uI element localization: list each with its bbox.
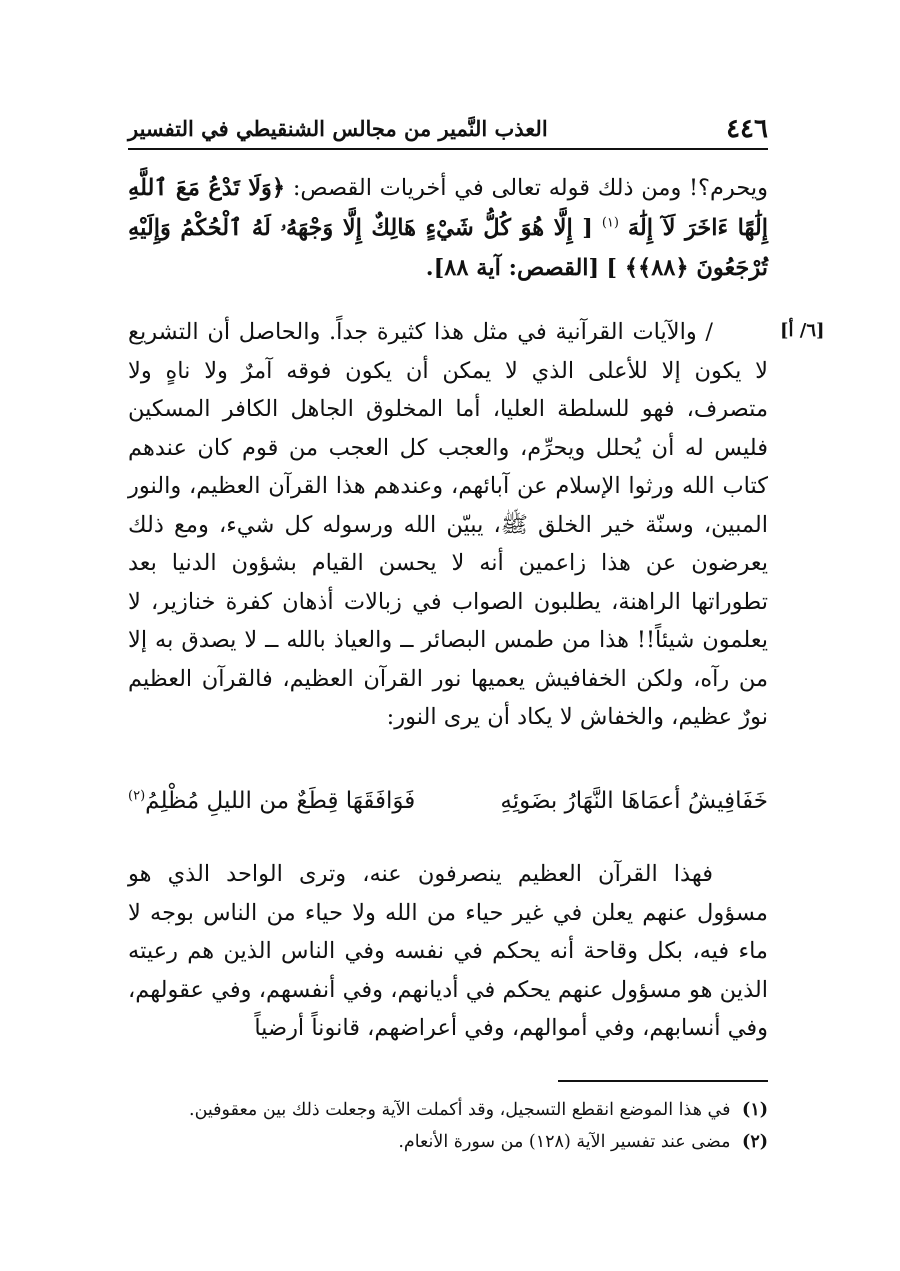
footnote-ref-1: (١) (601, 215, 619, 231)
page-number: ٤٤٦ (726, 114, 768, 144)
footnote-separator (558, 1080, 768, 1082)
running-title: العذب النَّمير من مجالس الشنقيطي في التفسير (128, 116, 548, 141)
poem-hemistich-second (128, 788, 415, 814)
footnote-item (128, 1126, 768, 1158)
footnote-ref-2: (٢) (128, 788, 146, 804)
quran-lead-text: ويحرم؟! ومن ذلك قوله تعالى في أخريات القصص: (292, 175, 768, 201)
margin-page-marker: [٦/ أ] (780, 320, 825, 341)
page-header (128, 110, 768, 150)
quran-paragraph (128, 168, 768, 288)
last-paragraph: فهذا القرآن العظيم ينصرفون عنه، وترى الواحد الذي هو مسؤول عنهم يعلن في غير حياء من الله ولا حياء من الناس بوجه لا ماء فيه، بكل وقاحة أنه يحكم في نفسه وفي الناس الذين هم رعيته الذين هو مسؤول عنهم يحكم في أديانهم، وفي أنفسهم، وفي عقولهم، وفي أنسابهم، وفي أموالهم، وفي أعراضهم، قانوناً أرضياً (128, 861, 768, 1041)
main-paragraph: / والآيات القرآنية في مثل هذا كثيرة جداً. والحاصل أن التشريع لا يكون إلا للأعلى الذي لا يمكن أن يكون فوقه آمرٌ ولا ناهٍ ولا متصرف، فهو للسلطة العليا، أما المخلوق الجاهل الكافر المسكين فليس له أن يُحلل ويحرِّم، والعجب كل العجب من قوم كان عندهم كتاب الله ورثوا الإسلام عن آبائهم، وعندهم هذا القرآن العظيم، والنور المبين، وسنّة خير الخلق ﷺ، يبيّن الله ورسوله كل شيء، ومع ذلك يعرضون عن هذا زاعمين أنه لا يحسن القيام بشؤون الدنيا بعد تطوراتها الراهنة، يطلبون الصواب في زبالات أذهان كفرة خنازير، لا يعلمون شيئاً!! هذا من طمس البصائر ــ والعياذ بالله ــ لا يصدق به إلا من رآه، ولكن الخفافيش يعميها نور القرآن العظيم، فالقرآن العظيم نورٌ عظيم، والخفاش لا يكاد أن يرى النور: (128, 319, 768, 730)
footnote-number: (١) (742, 1100, 768, 1120)
footnote-text: مضى عند تفسير الآية (١٢٨) من سورة الأنعام. (398, 1132, 731, 1152)
poem-hemistich-second-text: فَوَافَقَهَا قِطَعٌ من الليلِ مُظْلِمُ (145, 788, 416, 814)
quran-citation: [القصص: آية ٨٨]. (425, 255, 600, 281)
poem-verse (128, 788, 768, 832)
footnote-item (128, 1094, 768, 1126)
quran-verse-part1: ﴿وَلَا تَدْعُ مَعَ ٱللَّهِ إِلَٰهًا ءَاخَرَ لَآ إِلَٰهَ (128, 175, 769, 241)
quran-verse-part2: [ إِلَّا هُوَ كُلُّ شَيْءٍ هَالِكٌ إِلَّا وَجْهَهُۥ لَهُ ٱلْحُكْمُ وَإِلَيْهِ تُرْجَعُونَ ﴿٨٨﴾﴾ ] (128, 215, 768, 281)
poem-hemistich-first: خَفَافِيشُ أعمَاهَا النَّهَارُ بضَوئِهِ (500, 788, 768, 814)
footnote-text: في هذا الموضع انقطع التسجيل، وقد أكملت الآية وجعلت ذلك بين معقوفين. (189, 1100, 731, 1120)
footnote-number: (٢) (742, 1132, 768, 1152)
footnotes (128, 1094, 768, 1158)
